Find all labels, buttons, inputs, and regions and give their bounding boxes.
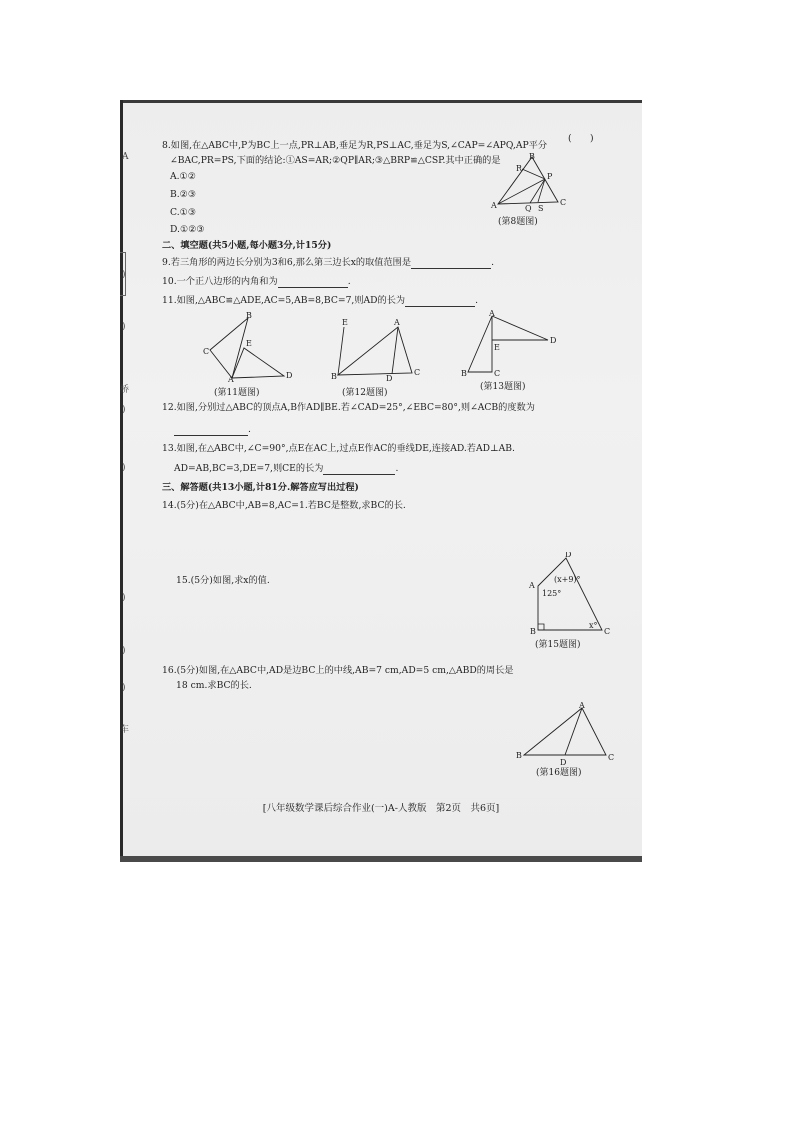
svg-text:D: D [550, 336, 557, 345]
svg-text:Q: Q [525, 204, 532, 212]
svg-text:A: A [491, 201, 497, 210]
margin-mark: ) [122, 270, 126, 280]
page-footer: [八年级数学课后综合作业(一)A-人教版 第2页 共6页] [262, 803, 500, 814]
q8-line2: ∠BAC,PR=PS,下面的结论:①AS=AR;②QP∥AR;③△BRP≌△CSP.其中正确的是 [170, 155, 501, 166]
margin-mark: A [122, 152, 129, 162]
q12-answer-blank[interactable] [174, 425, 248, 436]
q10-answer-blank[interactable] [278, 277, 348, 288]
fig16-caption: (第16题图) [536, 768, 582, 778]
svg-text:C: C [608, 753, 615, 762]
q16-line2: 18 cm.求BC的长. [176, 680, 252, 691]
svg-text:A: A [579, 701, 585, 710]
svg-text:B: B [331, 372, 337, 381]
svg-text:D: D [386, 374, 393, 383]
q8-line1: 8.如图,在△ABC中,P为BC上一点,PR⊥AB,垂足为R,PS⊥AC,垂足为S,∠CAP=∠APQ,AP平分 [162, 140, 548, 151]
svg-text:C: C [560, 198, 567, 207]
q13-stem2: AD=AB,BC=3,DE=7,则CE的长为 [174, 463, 324, 474]
section3-heading: 三、解答题(共13小题,计81分.解答应写出过程) [162, 482, 359, 493]
q8-option-a: A.①② [170, 171, 197, 182]
exam-page [120, 100, 642, 862]
fig15-caption: (第15题图) [535, 640, 581, 650]
margin-mark: 桥 [120, 385, 130, 395]
fig15-angle1: (x+9)° [554, 575, 581, 584]
q11-stem: 11.如图,△ABC≌△ADE,AC=5,AB=8,BC=7,则AD的长为 [162, 295, 406, 306]
scanned-photo [120, 100, 642, 862]
q8-answer-paren: ( ) [568, 133, 594, 144]
q9-stem: 9.若三角形的两边长分别为3和6,那么第三边长x的取值范围是 [162, 257, 412, 268]
q8-caption: (第8题图) [498, 217, 538, 227]
svg-text:S: S [538, 204, 544, 212]
q14-text: 14.(5分)在△ABC中,AB=8,AC=1.若BC是整数,求BC的长. [162, 500, 406, 511]
fig11 [202, 310, 297, 382]
svg-text:B: B [530, 627, 536, 636]
svg-text:B: B [246, 311, 252, 320]
svg-text:A: A [394, 318, 400, 327]
svg-text:D: D [560, 758, 567, 767]
margin-mark: ) [122, 593, 126, 603]
margin-mark: ) [122, 463, 126, 473]
q12-text: 12.如图,分别过△ABC的顶点A,B作AD∥BE.若∠CAD=25°,∠EBC=80°,则∠ACB的度数为 [162, 402, 535, 413]
q11-text: 11.如图,△ABC≌△ADE,AC=5,AB=8,BC=7,则AD的长为 . [162, 295, 479, 306]
svg-text:C: C [203, 347, 210, 356]
fig12-caption: (第12题图) [342, 388, 388, 398]
svg-text:C: C [414, 368, 421, 377]
q8-option-d: D.①②③ [170, 224, 205, 235]
margin-mark: 车 [120, 725, 130, 735]
q15-text: 15.(5分)如图,求x的值. [176, 575, 270, 586]
fig15-angle3: x° [589, 621, 598, 630]
q12-blank-line: . [174, 424, 251, 436]
margin-mark: ) [122, 322, 126, 332]
svg-text:E: E [342, 318, 348, 327]
fig15-angle2: 125° [542, 589, 562, 598]
svg-text:A: A [489, 309, 495, 318]
svg-text:R: R [516, 164, 523, 173]
q11-answer-blank[interactable] [405, 296, 475, 307]
fig13-caption: (第13题图) [480, 382, 526, 392]
svg-text:P: P [547, 172, 553, 181]
q9-answer-blank[interactable] [411, 258, 491, 269]
fig15 [528, 552, 618, 638]
q10-stem: 10.一个正八边形的内角和为 [162, 276, 278, 287]
fig13 [460, 308, 560, 378]
q13-text2: AD=AB,BC=3,DE=7,则CE的长为 . [174, 463, 399, 474]
q13-answer-blank[interactable] [323, 464, 395, 475]
margin-mark: ) [122, 683, 126, 693]
svg-text:A: A [529, 581, 535, 590]
svg-text:E: E [494, 343, 500, 352]
svg-text:C: C [604, 627, 611, 636]
fig11-caption: (第11题图) [214, 388, 260, 398]
q8-option-b: B.②③ [170, 189, 197, 200]
q16-line1: 16.(5分)如图,在△ABC中,AD是边BC上的中线,AB=7 cm,AD=5 cm,△ABD的周长是 [162, 665, 514, 676]
q8-option-c: C.①③ [170, 207, 197, 218]
q13-line1: 13.如图,在△ABC中,∠C=90°,点E在AC上,过点E作AC的垂线DE,连接AD.若AD⊥AB. [162, 443, 515, 454]
svg-text:B: B [529, 152, 535, 161]
margin-mark: ) [122, 646, 126, 656]
svg-text:B: B [516, 751, 522, 760]
svg-text:B: B [461, 369, 467, 378]
q9-text: 9.若三角形的两边长分别为3和6,那么第三边长x的取值范围是 . [162, 257, 494, 268]
fig16 [516, 700, 616, 768]
q8-figure [490, 152, 570, 212]
svg-text:A: A [228, 375, 234, 382]
svg-text:C: C [494, 369, 501, 378]
section2-heading: 二、填空题(共5小题,每小题3分,计15分) [162, 240, 332, 251]
svg-text:D: D [286, 371, 293, 380]
margin-mark: ) [122, 405, 126, 415]
q10-text: 10.一个正八边形的内角和为 . [162, 276, 351, 287]
fig12 [330, 315, 425, 385]
svg-text:D: D [565, 552, 572, 559]
svg-text:E: E [246, 339, 252, 348]
